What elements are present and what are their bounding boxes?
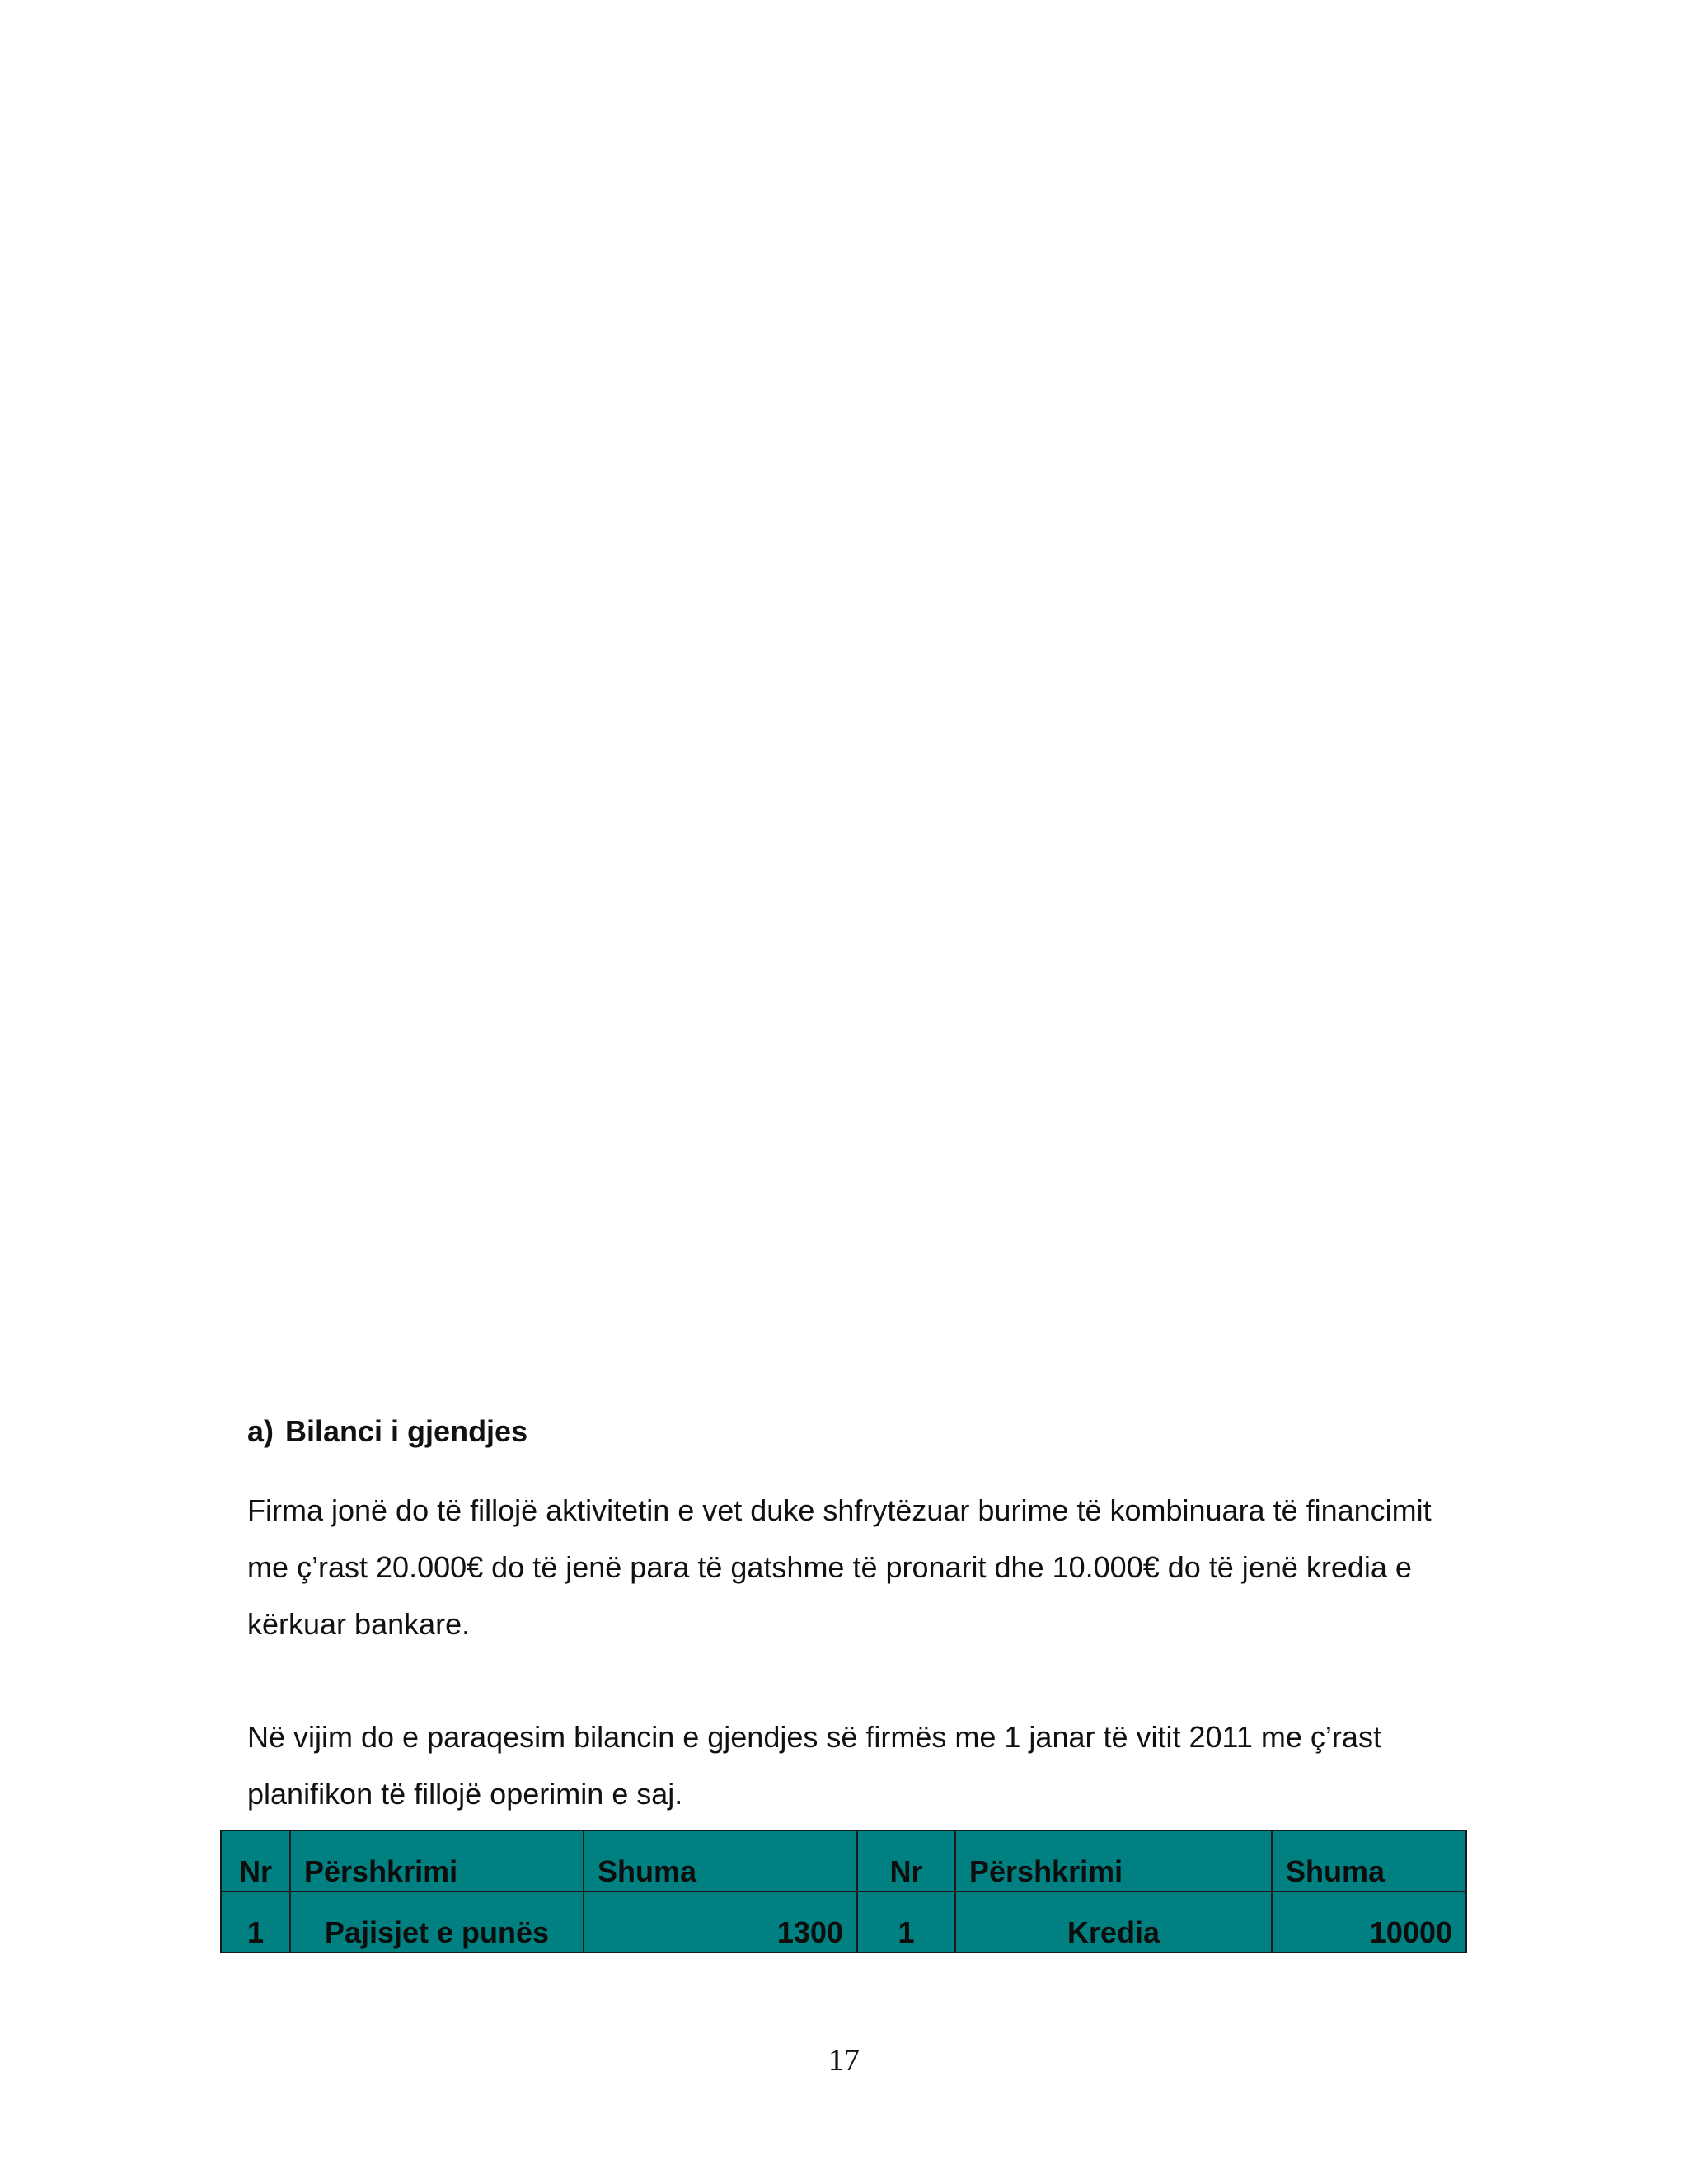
cell-description-right: Kredia [955,1891,1272,1952]
balance-sheet-table [220,1830,1467,1953]
paragraph-balance-intro: Në vijim do e paraqesim bilancin e gjendjes së firmës me 1 janar të vitit 2011 me ç’rast planifikon të fillojë operimin e saj. [247,1720,1381,1811]
section-title: Bilanci i gjendjes [285,1414,528,1448]
cell-nr-left: 1 [221,1891,290,1952]
table-row [221,1891,1466,1952]
cell-amount-left: 1300 [584,1891,857,1952]
paragraph-financing: Firma jonë do të fillojë aktivitetin e vet duke shfrytëzuar burime të kombinuara të financimit me ç’rast 20.000€ do të jenë para të gatshme të pronarit dhe 10.000€ do të jenë kredia e kërkuar bankare. [247,1493,1432,1641]
header-nr-left: Nr [221,1830,290,1891]
cell-description-left: Pajisjet e punës [290,1891,584,1952]
header-description-right: Përshkrimi [955,1830,1272,1891]
section-heading [247,1414,528,1449]
section-marker: a) [247,1414,274,1448]
header-description-left: Përshkrimi [290,1830,584,1891]
table-header-row [221,1830,1466,1891]
page-number: 17 [828,2043,860,2078]
header-amount-right: Shuma [1272,1830,1466,1891]
cell-amount-right: 10000 [1272,1891,1466,1952]
header-nr-right: Nr [857,1830,955,1891]
cell-nr-right: 1 [857,1891,955,1952]
header-amount-left: Shuma [584,1830,857,1891]
